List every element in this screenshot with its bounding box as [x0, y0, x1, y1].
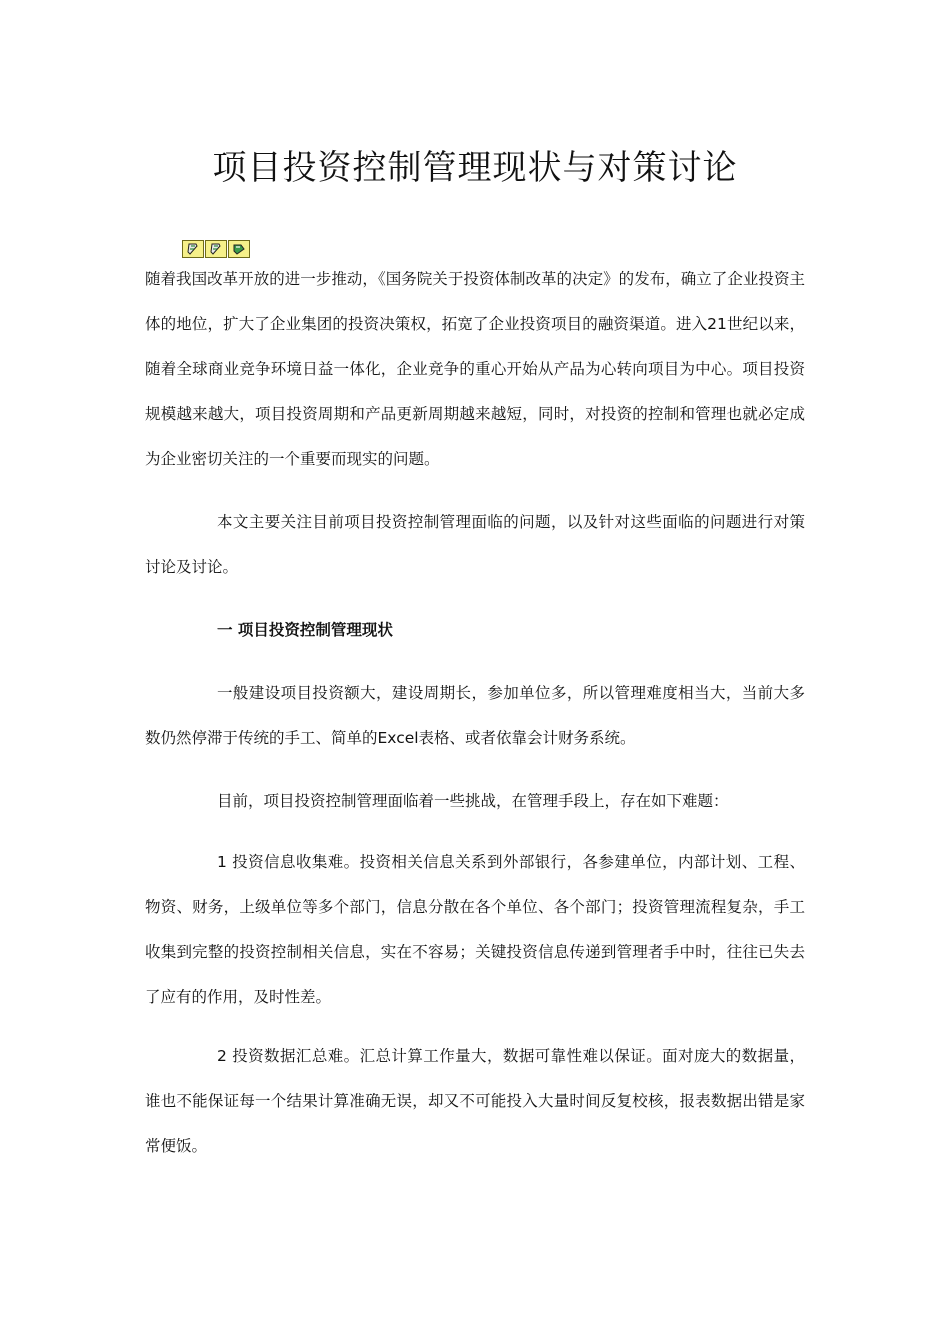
- scroll-right-icon[interactable]: [228, 240, 250, 258]
- document-title: 项目投资控制管理现状与对策讨论: [212, 148, 738, 188]
- paragraph-focus: 本文主要关注目前项目投资控制管理面临的问题，以及针对这些面临的问题进行对策讨论及讨论。: [145, 513, 805, 576]
- paragraph-point-2: 2 投资数据汇总难。汇总计算工作量大，数据可靠性难以保证。面对庞大的数据量，谁也不能保证每一个结果计算准确无误，却又不可能投入大量时间反复校核，报表数据出错是家常便饭。: [145, 1047, 805, 1155]
- paragraph-challenges: 目前，项目投资控制管理面临着一些挑战，在管理手段上，存在如下难题：: [217, 792, 729, 810]
- paragraph-intro: 随着我国改革开放的进一步推动，《国务院关于投资体制改革的决定》的发布，确立了企业投资主体的地位，扩大了企业集团的投资决策权，拓宽了企业投资项目的融资渠道。进入21世纪以来，随着全球商业竞争环境日益一体化，企业竞争的重心开始从产品为心转向项目为中心。项目投资规模越来越大，项目投资周期和产品更新周期越来越短，同时，对投资的控制和管理也就必定成为企业密切关注的一个重要而现实的问题。: [145, 270, 805, 468]
- paragraph-status: 一般建设项目投资额大，建设周期长，参加单位多，所以管理难度相当大，当前大多数仍然停滞于传统的手工、简单的Excel表格、或者依靠会计财务系统。: [145, 684, 805, 747]
- paragraph-point-1: 1 投资信息收集难。投资相关信息关系到外部银行，各参建单位，内部计划、工程、物资、财务，上级单位等多个部门，信息分散在各个单位、各个部门；投资管理流程复杂，手工收集到完整的投资控制相关信息，实在不容易；关键投资信息传递到管理者手中时，往往已失去了应有的作用，及时性差。: [145, 853, 805, 1006]
- scroll-left-icon[interactable]: [182, 240, 204, 258]
- section-heading: 一 项目投资控制管理现状: [217, 621, 393, 639]
- scroll-mid-icon[interactable]: [205, 240, 227, 258]
